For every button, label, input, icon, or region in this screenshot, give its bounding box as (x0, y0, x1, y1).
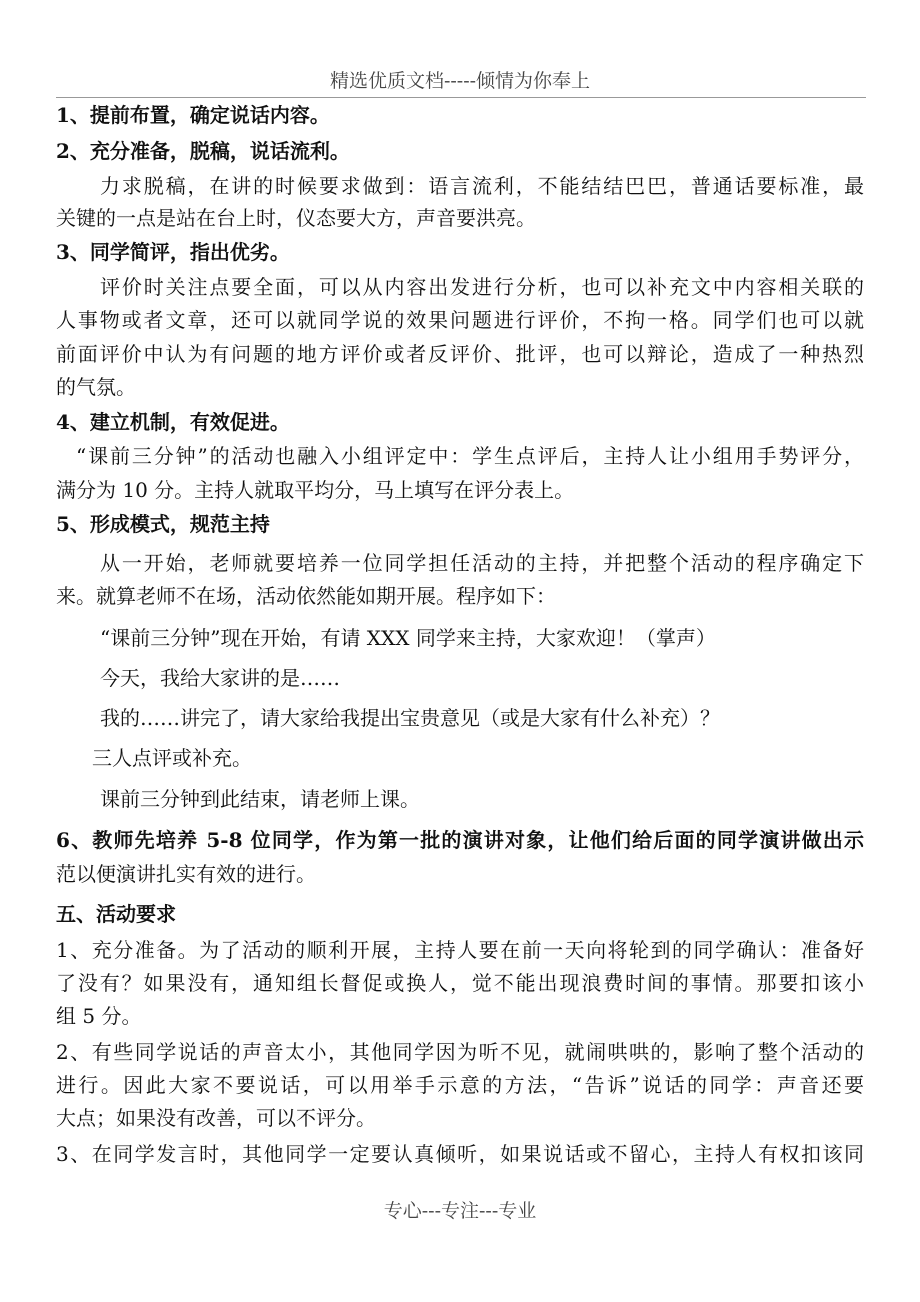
paragraph-line: 人事物或者文章，还可以就同学说的效果问题进行评价，不拘一格。同学们也可以就 (56, 308, 864, 332)
paragraph-line: 组 5 分。 (56, 1004, 142, 1028)
paragraph-line: “课前三分钟”的活动也融入小组评定中：学生点评后，主持人让小组用手势评分， (76, 444, 864, 468)
paragraph-line: 3、在同学发言时，其他同学一定要认真倾听，如果说话或不留心，主持人有权扣该同 (56, 1142, 864, 1166)
header-divider (56, 97, 866, 98)
procedure-line: 今天，我给大家讲的是…… (100, 666, 340, 690)
paragraph-line: 关键的一点是站在台上时，仪态要大方，声音要洪亮。 (56, 206, 536, 230)
page-header: 精选优质文档-----倾情为你奉上 (329, 70, 591, 92)
procedure-line: “课前三分钟”现在开始，有请 XXX 同学来主持，大家欢迎！（掌声） (100, 626, 716, 650)
paragraph-line: 评价时关注点要全面，可以从内容出发进行分析，也可以补充文中内容相关联的 (100, 275, 864, 299)
paragraph-line: 2、有些同学说话的声音太小，其他同学因为听不见，就闹哄哄的，影响了整个活动的 (56, 1040, 864, 1064)
heading-3: 3、同学简评，指出优劣。 (56, 240, 290, 264)
page-footer: 专心---专注---专业 (383, 1200, 537, 1222)
procedure-line: 我的……讲完了，请大家给我提出宝贵意见（或是大家有什么补充）？ (100, 706, 720, 730)
paragraph-line: 范以便演讲扎实有效的进行。 (56, 862, 316, 886)
paragraph-line: 大点；如果没有改善，可以不评分。 (56, 1106, 376, 1130)
paragraph-line: 进行。因此大家不要说话，可以用举手示意的方法，“告诉”说话的同学：声音还要 (56, 1073, 864, 1097)
paragraph-line: 力求脱稿，在讲的时候要求做到：语言流利，不能结结巴巴，普通话要标准，最 (100, 174, 864, 198)
heading-2: 2、充分准备，脱稿，说话流利。 (56, 139, 350, 163)
paragraph-line: 前面评价中认为有问题的地方评价或者反评价、批评，也可以辩论，造成了一种热烈 (56, 342, 864, 366)
paragraph-line: 来。就算老师不在场，活动依然能如期开展。程序如下： (56, 584, 556, 608)
paragraph-line: 从一开始，老师就要培养一位同学担任活动的主持，并把整个活动的程序确定下 (100, 551, 864, 575)
heading-4: 4、建立机制，有效促进。 (56, 410, 290, 434)
paragraph-line: 满分为 10 分。主持人就取平均分，马上填写在评分表上。 (56, 478, 575, 502)
heading-5: 5、形成模式，规范主持 (56, 512, 270, 536)
heading-1: 1、提前布置，确定说话内容。 (56, 103, 330, 127)
heading-6: 6、教师先培养 5-8 位同学，作为第一批的演讲对象，让他们给后面的同学演讲做出示 (56, 828, 864, 852)
paragraph-line: 1、充分准备。为了活动的顺利开展，主持人要在前一天向将轮到的同学确认：准备好 (56, 938, 864, 962)
paragraph-line: 了没有？如果没有，通知组长督促或换人，觉不能出现浪费时间的事情。那要扣该小 (56, 971, 864, 995)
procedure-line: 三人点评或补充。 (92, 746, 252, 770)
paragraph-line: 的气氛。 (56, 375, 136, 399)
procedure-line: 课前三分钟到此结束，请老师上课。 (100, 787, 420, 811)
section-title: 五、活动要求 (56, 902, 176, 926)
